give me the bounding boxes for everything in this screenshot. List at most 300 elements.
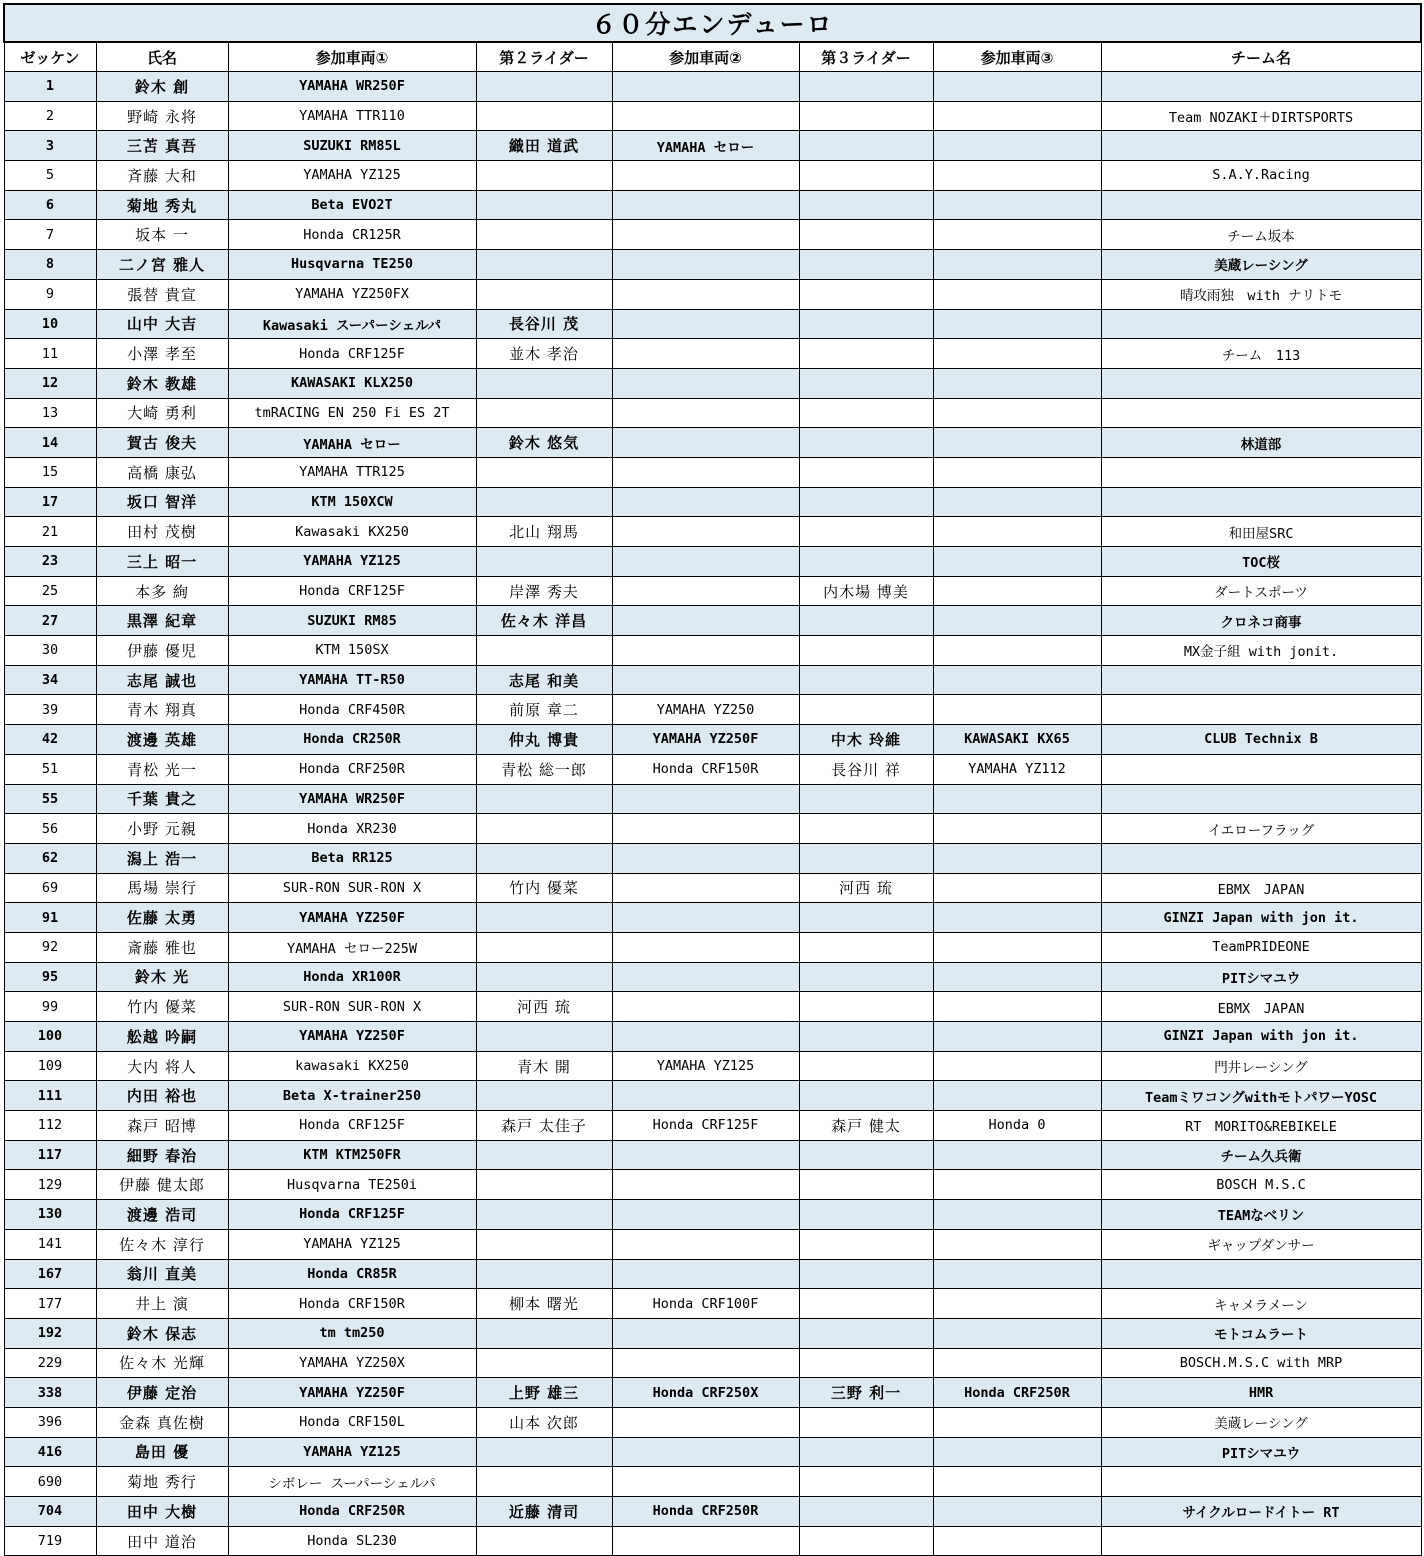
rider-name-cell: 黒澤 紀章 xyxy=(96,606,228,636)
column-header-row xyxy=(4,42,1421,72)
vehicle-2-cell xyxy=(612,1081,799,1111)
team-name-cell xyxy=(1101,695,1421,725)
team-name-cell: イエローフラッグ xyxy=(1101,814,1421,844)
rider-name-cell: 千葉 貴之 xyxy=(96,784,228,814)
rider-name-cell: 本多 絢 xyxy=(96,576,228,606)
table-row xyxy=(4,1259,1421,1289)
vehicle-1-cell: Honda CR85R xyxy=(228,1259,476,1289)
rider-name-cell: 菊地 秀丸 xyxy=(96,190,228,220)
race-number-cell: 416 xyxy=(4,1437,96,1467)
third-rider-cell xyxy=(799,72,933,102)
vehicle-3-cell: Honda 0 xyxy=(933,1111,1101,1141)
column-header-team: チーム名 xyxy=(1101,42,1421,72)
third-rider-cell xyxy=(799,309,933,339)
table-row xyxy=(4,190,1421,220)
third-rider-cell: 三野 利一 xyxy=(799,1378,933,1408)
second-rider-cell xyxy=(476,1081,612,1111)
vehicle-1-cell: Beta EVO2T xyxy=(228,190,476,220)
vehicle-3-cell xyxy=(933,873,1101,903)
vehicle-3-cell xyxy=(933,1318,1101,1348)
entry-list-sheet xyxy=(3,3,1420,1556)
vehicle-2-cell xyxy=(612,161,799,191)
vehicle-2-cell xyxy=(612,428,799,458)
rider-name-cell: 渡邊 浩司 xyxy=(96,1200,228,1230)
vehicle-1-cell: Honda CRF150L xyxy=(228,1407,476,1437)
vehicle-1-cell: シボレー スーパーシェルパ xyxy=(228,1467,476,1497)
rider-name-cell: 伊藤 優児 xyxy=(96,636,228,666)
vehicle-2-cell xyxy=(612,814,799,844)
race-number-cell: 10 xyxy=(4,309,96,339)
team-name-cell: EBMX JAPAN xyxy=(1101,873,1421,903)
rider-name-cell: 鈴木 光 xyxy=(96,962,228,992)
vehicle-2-cell xyxy=(612,457,799,487)
table-row xyxy=(4,1289,1421,1319)
vehicle-3-cell xyxy=(933,843,1101,873)
table-row xyxy=(4,1497,1421,1527)
race-number-cell: 396 xyxy=(4,1407,96,1437)
vehicle-1-cell: KAWASAKI KLX250 xyxy=(228,368,476,398)
vehicle-2-cell: Honda CRF100F xyxy=(612,1289,799,1319)
table-row xyxy=(4,1378,1421,1408)
vehicle-2-cell xyxy=(612,220,799,250)
race-number-cell: 704 xyxy=(4,1497,96,1527)
vehicle-1-cell: tmRACING EN 250 Fi ES 2T xyxy=(228,398,476,428)
third-rider-cell xyxy=(799,1259,933,1289)
vehicle-1-cell: Honda CRF450R xyxy=(228,695,476,725)
vehicle-2-cell xyxy=(612,1200,799,1230)
team-name-cell: TeamPRIDEONE xyxy=(1101,932,1421,962)
table-row xyxy=(4,1318,1421,1348)
vehicle-2-cell: Honda CRF125F xyxy=(612,1111,799,1141)
rider-name-cell: 野崎 永将 xyxy=(96,101,228,131)
team-name-cell: HMR xyxy=(1101,1378,1421,1408)
rider-name-cell: 山中 大吉 xyxy=(96,309,228,339)
vehicle-3-cell xyxy=(933,576,1101,606)
vehicle-3-cell xyxy=(933,250,1101,280)
third-rider-cell xyxy=(799,903,933,933)
vehicle-3-cell xyxy=(933,368,1101,398)
race-number-cell: 2 xyxy=(4,101,96,131)
third-rider-cell xyxy=(799,398,933,428)
race-number-cell: 130 xyxy=(4,1200,96,1230)
rider-name-cell: 斉藤 大和 xyxy=(96,161,228,191)
vehicle-3-cell xyxy=(933,1467,1101,1497)
rider-name-cell: 青松 光一 xyxy=(96,754,228,784)
vehicle-1-cell: YAMAHA YZ125 xyxy=(228,1437,476,1467)
vehicle-3-cell xyxy=(933,1259,1101,1289)
second-rider-cell xyxy=(476,1140,612,1170)
table-row xyxy=(4,1200,1421,1230)
race-number-cell: 1 xyxy=(4,72,96,102)
vehicle-2-cell xyxy=(612,992,799,1022)
vehicle-3-cell xyxy=(933,398,1101,428)
vehicle-2-cell: Honda CRF250X xyxy=(612,1378,799,1408)
table-row xyxy=(4,131,1421,161)
vehicle-2-cell xyxy=(612,903,799,933)
vehicle-2-cell xyxy=(612,784,799,814)
vehicle-2-cell xyxy=(612,309,799,339)
second-rider-cell xyxy=(476,843,612,873)
vehicle-2-cell xyxy=(612,547,799,577)
rider-name-cell: 潟上 浩一 xyxy=(96,843,228,873)
race-number-cell: 62 xyxy=(4,843,96,873)
table-row xyxy=(4,695,1421,725)
team-name-cell: チーム 113 xyxy=(1101,339,1421,369)
rider-name-cell: 舩越 吟嗣 xyxy=(96,1022,228,1052)
team-name-cell xyxy=(1101,457,1421,487)
table-row xyxy=(4,1140,1421,1170)
third-rider-cell xyxy=(799,992,933,1022)
vehicle-1-cell: YAMAHA TTR110 xyxy=(228,101,476,131)
rider-name-cell: 小野 元親 xyxy=(96,814,228,844)
vehicle-3-cell xyxy=(933,1200,1101,1230)
vehicle-2-cell xyxy=(612,843,799,873)
vehicle-3-cell xyxy=(933,636,1101,666)
race-number-cell: 69 xyxy=(4,873,96,903)
race-number-cell: 111 xyxy=(4,1081,96,1111)
vehicle-2-cell xyxy=(612,576,799,606)
second-rider-cell xyxy=(476,220,612,250)
vehicle-2-cell xyxy=(612,873,799,903)
vehicle-2-cell xyxy=(612,487,799,517)
race-number-cell: 338 xyxy=(4,1378,96,1408)
team-name-cell: 美蔵レーシング xyxy=(1101,250,1421,280)
vehicle-2-cell xyxy=(612,517,799,547)
table-row xyxy=(4,1437,1421,1467)
vehicle-1-cell: Honda CRF150R xyxy=(228,1289,476,1319)
vehicle-2-cell: Honda CRF150R xyxy=(612,754,799,784)
team-name-cell: クロネコ商事 xyxy=(1101,606,1421,636)
second-rider-cell xyxy=(476,1229,612,1259)
vehicle-2-cell: YAMAHA YZ250F xyxy=(612,725,799,755)
third-rider-cell xyxy=(799,1200,933,1230)
table-row xyxy=(4,1526,1421,1556)
third-rider-cell xyxy=(799,1407,933,1437)
vehicle-3-cell xyxy=(933,814,1101,844)
vehicle-2-cell xyxy=(612,1526,799,1556)
race-number-cell: 34 xyxy=(4,665,96,695)
race-number-cell: 11 xyxy=(4,339,96,369)
team-name-cell: 美蔵レーシング xyxy=(1101,1407,1421,1437)
table-row xyxy=(4,754,1421,784)
vehicle-1-cell: SUR-RON SUR-RON X xyxy=(228,873,476,903)
team-name-cell: TOC桜 xyxy=(1101,547,1421,577)
team-name-cell: サイクルロードイトー RT xyxy=(1101,1497,1421,1527)
team-name-cell xyxy=(1101,190,1421,220)
race-number-cell: 91 xyxy=(4,903,96,933)
column-header-name: 氏名 xyxy=(96,42,228,72)
second-rider-cell: 柳本 曙光 xyxy=(476,1289,612,1319)
vehicle-2-cell xyxy=(612,962,799,992)
rider-name-cell: 翁川 直美 xyxy=(96,1259,228,1289)
second-rider-cell: 上野 雄三 xyxy=(476,1378,612,1408)
vehicle-1-cell: YAMAHA YZ250F xyxy=(228,1022,476,1052)
third-rider-cell: 河西 琉 xyxy=(799,873,933,903)
vehicle-2-cell: YAMAHA YZ125 xyxy=(612,1051,799,1081)
race-number-cell: 3 xyxy=(4,131,96,161)
race-number-cell: 177 xyxy=(4,1289,96,1319)
rider-name-cell: 二ノ宮 雅人 xyxy=(96,250,228,280)
team-name-cell: キャメラメーン xyxy=(1101,1289,1421,1319)
third-rider-cell: 内木場 博美 xyxy=(799,576,933,606)
third-rider-cell xyxy=(799,1348,933,1378)
vehicle-1-cell: YAMAHA TT-R50 xyxy=(228,665,476,695)
second-rider-cell: 前原 章二 xyxy=(476,695,612,725)
vehicle-3-cell xyxy=(933,487,1101,517)
rider-name-cell: 坂口 智洋 xyxy=(96,487,228,517)
third-rider-cell xyxy=(799,665,933,695)
team-name-cell xyxy=(1101,1259,1421,1289)
rider-name-cell: 大崎 勇利 xyxy=(96,398,228,428)
second-rider-cell xyxy=(476,1318,612,1348)
vehicle-1-cell: Honda XR100R xyxy=(228,962,476,992)
vehicle-3-cell xyxy=(933,190,1101,220)
race-number-cell: 12 xyxy=(4,368,96,398)
third-rider-cell: 長谷川 祥 xyxy=(799,754,933,784)
vehicle-3-cell xyxy=(933,903,1101,933)
table-row xyxy=(4,457,1421,487)
vehicle-1-cell: Honda CRF250R xyxy=(228,754,476,784)
vehicle-3-cell xyxy=(933,101,1101,131)
vehicle-1-cell: Honda CRF125F xyxy=(228,1111,476,1141)
third-rider-cell xyxy=(799,1022,933,1052)
second-rider-cell xyxy=(476,1259,612,1289)
second-rider-cell: 近藤 清司 xyxy=(476,1497,612,1527)
team-name-cell: ギャップダンサー xyxy=(1101,1229,1421,1259)
vehicle-3-cell xyxy=(933,1407,1101,1437)
rider-name-cell: 青木 翔真 xyxy=(96,695,228,725)
third-rider-cell xyxy=(799,1467,933,1497)
third-rider-cell xyxy=(799,814,933,844)
table-row xyxy=(4,932,1421,962)
table-row xyxy=(4,1170,1421,1200)
vehicle-2-cell xyxy=(612,1140,799,1170)
rider-name-cell: 田村 茂樹 xyxy=(96,517,228,547)
third-rider-cell xyxy=(799,1051,933,1081)
rider-name-cell: 田中 道治 xyxy=(96,1526,228,1556)
vehicle-3-cell: KAWASAKI KX65 xyxy=(933,725,1101,755)
vehicle-3-cell xyxy=(933,665,1101,695)
second-rider-cell xyxy=(476,1348,612,1378)
vehicle-2-cell xyxy=(612,1259,799,1289)
team-name-cell xyxy=(1101,784,1421,814)
vehicle-1-cell: Honda SL230 xyxy=(228,1526,476,1556)
second-rider-cell xyxy=(476,487,612,517)
team-name-cell: チーム坂本 xyxy=(1101,220,1421,250)
second-rider-cell xyxy=(476,101,612,131)
second-rider-cell: 佐々木 洋昌 xyxy=(476,606,612,636)
race-number-cell: 100 xyxy=(4,1022,96,1052)
team-name-cell: GINZI Japan with jon it. xyxy=(1101,1022,1421,1052)
race-number-cell: 30 xyxy=(4,636,96,666)
second-rider-cell: 鈴木 悠気 xyxy=(476,428,612,458)
second-rider-cell xyxy=(476,398,612,428)
team-name-cell xyxy=(1101,398,1421,428)
vehicle-2-cell: Honda CRF250R xyxy=(612,1497,799,1527)
second-rider-cell xyxy=(476,814,612,844)
team-name-cell: EBMX JAPAN xyxy=(1101,992,1421,1022)
second-rider-cell xyxy=(476,457,612,487)
table-row xyxy=(4,517,1421,547)
table-row xyxy=(4,784,1421,814)
team-name-cell: MX金子組 with jonit. xyxy=(1101,636,1421,666)
team-name-cell xyxy=(1101,309,1421,339)
second-rider-cell xyxy=(476,962,612,992)
rider-name-cell: 菊地 秀行 xyxy=(96,1467,228,1497)
vehicle-3-cell xyxy=(933,161,1101,191)
second-rider-cell xyxy=(476,1467,612,1497)
rider-name-cell: 金森 真佐樹 xyxy=(96,1407,228,1437)
table-row xyxy=(4,606,1421,636)
vehicle-1-cell: YAMAHA TTR125 xyxy=(228,457,476,487)
table-row xyxy=(4,161,1421,191)
vehicle-3-cell xyxy=(933,606,1101,636)
column-header-vehicle-1: 参加車両① xyxy=(228,42,476,72)
race-number-cell: 42 xyxy=(4,725,96,755)
team-name-cell: Team NOZAKI＋DIRTSPORTS xyxy=(1101,101,1421,131)
race-number-cell: 7 xyxy=(4,220,96,250)
table-row xyxy=(4,1022,1421,1052)
team-name-cell xyxy=(1101,1467,1421,1497)
rider-name-cell: 佐々木 光輝 xyxy=(96,1348,228,1378)
vehicle-2-cell xyxy=(612,368,799,398)
rider-name-cell: 伊藤 健太郎 xyxy=(96,1170,228,1200)
table-row xyxy=(4,576,1421,606)
second-rider-cell: 青木 開 xyxy=(476,1051,612,1081)
team-name-cell: BOSCH.M.S.C with MRP xyxy=(1101,1348,1421,1378)
race-number-cell: 17 xyxy=(4,487,96,517)
third-rider-cell xyxy=(799,428,933,458)
vehicle-1-cell: YAMAHA セロー xyxy=(228,428,476,458)
column-header-rider-3: 第３ライダー xyxy=(799,42,933,72)
third-rider-cell xyxy=(799,843,933,873)
vehicle-2-cell: YAMAHA セロー xyxy=(612,131,799,161)
rider-name-cell: 鈴木 保志 xyxy=(96,1318,228,1348)
race-number-cell: 5 xyxy=(4,161,96,191)
second-rider-cell xyxy=(476,1200,612,1230)
vehicle-1-cell: YAMAHA YZ125 xyxy=(228,547,476,577)
vehicle-2-cell xyxy=(612,1437,799,1467)
table-row xyxy=(4,398,1421,428)
third-rider-cell xyxy=(799,339,933,369)
race-number-cell: 14 xyxy=(4,428,96,458)
second-rider-cell xyxy=(476,190,612,220)
vehicle-2-cell xyxy=(612,279,799,309)
vehicle-1-cell: YAMAHA YZ250X xyxy=(228,1348,476,1378)
vehicle-2-cell xyxy=(612,1348,799,1378)
team-name-cell xyxy=(1101,131,1421,161)
entry-rows xyxy=(4,72,1421,1556)
vehicle-1-cell: SUZUKI RM85L xyxy=(228,131,476,161)
vehicle-3-cell xyxy=(933,1289,1101,1319)
vehicle-3-cell xyxy=(933,72,1101,102)
third-rider-cell xyxy=(799,250,933,280)
vehicle-2-cell xyxy=(612,72,799,102)
rider-name-cell: 馬場 崇行 xyxy=(96,873,228,903)
vehicle-1-cell: Honda CRF125F xyxy=(228,1200,476,1230)
column-header-vehicle-2: 参加車両② xyxy=(612,42,799,72)
rider-name-cell: 竹内 優菜 xyxy=(96,992,228,1022)
race-number-cell: 55 xyxy=(4,784,96,814)
vehicle-2-cell xyxy=(612,1407,799,1437)
rider-name-cell: 斎藤 雅也 xyxy=(96,932,228,962)
race-number-cell: 690 xyxy=(4,1467,96,1497)
race-number-cell: 141 xyxy=(4,1229,96,1259)
second-rider-cell xyxy=(476,161,612,191)
table-row xyxy=(4,250,1421,280)
vehicle-1-cell: Beta X-trainer250 xyxy=(228,1081,476,1111)
vehicle-1-cell: Honda CRF125F xyxy=(228,576,476,606)
team-name-cell xyxy=(1101,665,1421,695)
vehicle-2-cell xyxy=(612,665,799,695)
third-rider-cell xyxy=(799,932,933,962)
vehicle-3-cell xyxy=(933,1526,1101,1556)
rider-name-cell: 鈴木 創 xyxy=(96,72,228,102)
race-number-cell: 13 xyxy=(4,398,96,428)
vehicle-3-cell xyxy=(933,220,1101,250)
team-name-cell: S.A.Y.Racing xyxy=(1101,161,1421,191)
vehicle-3-cell xyxy=(933,339,1101,369)
race-number-cell: 9 xyxy=(4,279,96,309)
table-row xyxy=(4,962,1421,992)
second-rider-cell xyxy=(476,1022,612,1052)
vehicle-3-cell xyxy=(933,1348,1101,1378)
third-rider-cell: 中木 玲維 xyxy=(799,725,933,755)
vehicle-1-cell: Honda CRF125F xyxy=(228,339,476,369)
vehicle-2-cell xyxy=(612,1170,799,1200)
team-name-cell xyxy=(1101,368,1421,398)
vehicle-2-cell xyxy=(612,1467,799,1497)
rider-name-cell: 田中 大樹 xyxy=(96,1497,228,1527)
rider-name-cell: 佐藤 太勇 xyxy=(96,903,228,933)
race-number-cell: 112 xyxy=(4,1111,96,1141)
table-row xyxy=(4,1081,1421,1111)
vehicle-1-cell: Honda CR250R xyxy=(228,725,476,755)
third-rider-cell xyxy=(799,368,933,398)
vehicle-1-cell: KTM 150SX xyxy=(228,636,476,666)
second-rider-cell: 長谷川 茂 xyxy=(476,309,612,339)
table-row xyxy=(4,309,1421,339)
rider-name-cell: 佐々木 淳行 xyxy=(96,1229,228,1259)
table-row xyxy=(4,101,1421,131)
column-header-vehicle-3: 参加車両③ xyxy=(933,42,1101,72)
team-name-cell: GINZI Japan with jon it. xyxy=(1101,903,1421,933)
vehicle-2-cell xyxy=(612,1022,799,1052)
race-number-cell: 21 xyxy=(4,517,96,547)
column-header-number: ゼッケン xyxy=(4,42,96,72)
third-rider-cell: 森戸 健太 xyxy=(799,1111,933,1141)
rider-name-cell: 志尾 誠也 xyxy=(96,665,228,695)
second-rider-cell: 並木 孝治 xyxy=(476,339,612,369)
race-number-cell: 167 xyxy=(4,1259,96,1289)
vehicle-2-cell xyxy=(612,398,799,428)
team-name-cell: 門井レーシング xyxy=(1101,1051,1421,1081)
vehicle-1-cell: Kawasaki スーパーシェルパ xyxy=(228,309,476,339)
second-rider-cell xyxy=(476,72,612,102)
rider-name-cell: 森戸 昭博 xyxy=(96,1111,228,1141)
team-name-cell: 晴攻雨独 with ナリトモ xyxy=(1101,279,1421,309)
team-name-cell: チーム久兵衛 xyxy=(1101,1140,1421,1170)
team-name-cell: ダートスポーツ xyxy=(1101,576,1421,606)
second-rider-cell: 仲丸 博貴 xyxy=(476,725,612,755)
second-rider-cell xyxy=(476,784,612,814)
vehicle-3-cell xyxy=(933,1140,1101,1170)
race-number-cell: 8 xyxy=(4,250,96,280)
second-rider-cell xyxy=(476,903,612,933)
second-rider-cell: 森戸 太佳子 xyxy=(476,1111,612,1141)
table-row xyxy=(4,487,1421,517)
vehicle-1-cell: KTM 150XCW xyxy=(228,487,476,517)
